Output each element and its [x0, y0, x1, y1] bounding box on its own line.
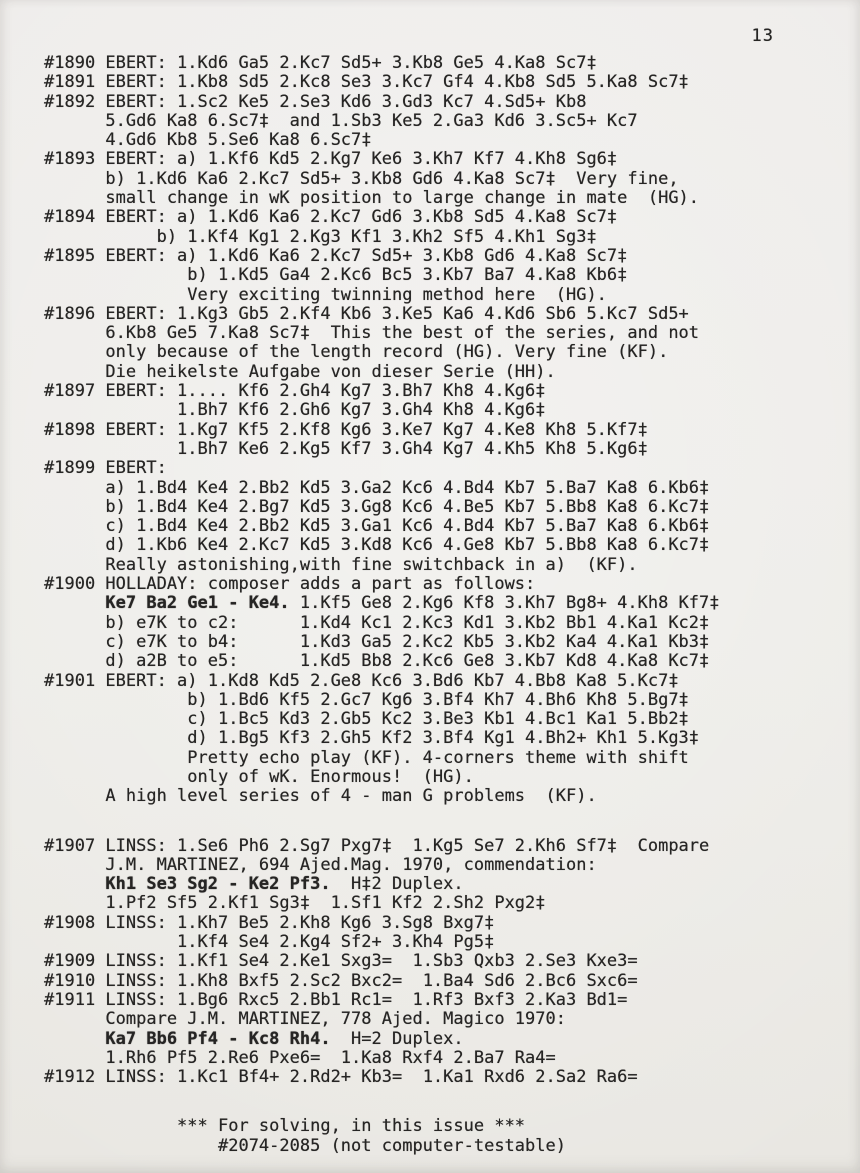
text-line	[44, 536, 850, 555]
text-segment: H=2 Duplex.	[330, 1028, 464, 1049]
text-line	[44, 837, 850, 856]
text-line	[44, 952, 850, 971]
text-segment: Really astonishing,with fine switchback in a) (KF).	[105, 554, 638, 575]
text-segment: Pretty echo play (KF). 4-corners theme with shift	[187, 747, 689, 768]
text-line	[44, 170, 850, 189]
text-line	[44, 652, 850, 671]
text-line	[44, 343, 850, 362]
page-number: 13	[751, 26, 774, 46]
text-segment: #1891 EBERT: 1.Kb8 Sd5 2.Kc8 Se3 3.Kc7 Gf4 4.Kb8 Sd5 5.Ka8 Sc7‡	[44, 72, 689, 93]
text-line	[44, 479, 850, 498]
text-segment: 1.Rh6 Pf5 2.Re6 Pxe6= 1.Ka8 Rxf4 2.Ba7 Ra4=	[105, 1047, 556, 1068]
text-line	[44, 991, 850, 1010]
text-segment: #1895 EBERT: a) 1.Kd6 Ka6 2.Kc7 Sd5+ 3.Kb8 Gd6 4.Ka8 Sc7‡	[44, 245, 628, 266]
text-segment: 6.Kb8 Ge5 7.Ka8 Sc7‡ This the best of the series, and not	[105, 323, 700, 344]
text-line	[44, 324, 850, 343]
text-segment: #1911 LINSS: 1.Bg6 Rxc5 2.Bb1 Rc1= 1.Rf3 Bxf3 2.Ka3 Bd1=	[44, 989, 628, 1010]
text-segment: c) e7K to b4: 1.Kd3 Ga5 2.Kc2 Kb5 3.Kb2 Ka4 4.Ka1 Kb3‡	[105, 631, 710, 652]
text-segment: #1894 EBERT: a) 1.Kd6 Ka6 2.Kc7 Gd6 3.Kb8 Sd5 4.Ka8 Sc7‡	[44, 207, 618, 228]
text-segment: d) a2B to e5: 1.Kd5 Bb8 2.Kc6 Ge8 3.Kb7 Kd8 4.Ka8 Kc7‡	[105, 651, 710, 672]
text-line	[44, 633, 850, 652]
text-segment: #1896 EBERT: 1.Kg3 Gb5 2.Kf4 Kb6 3.Ke5 Ka6 4.Kd6 Sb6 5.Kc7 Sd5+	[44, 303, 689, 324]
text-segment: #1909 LINSS: 1.Kf1 Se4 2.Ke1 Sxg3= 1.Sb3 Qxb3 2.Se3 Kxe3=	[44, 951, 638, 972]
text-segment: #1892 EBERT: 1.Sc2 Ke5 2.Se3 Kd6 3.Gd3 Kc7 4.Sd5+ Kb8	[44, 91, 587, 112]
text-line	[44, 73, 850, 92]
text-line	[44, 286, 850, 305]
text-segment: Compare J.M. MARTINEZ, 778 Ajed. Magico 1970:	[105, 1009, 566, 1030]
text-line	[44, 1030, 850, 1049]
text-segment: #1912 LINSS: 1.Kc1 Bf4+ 2.Rd2+ Kb3= 1.Ka1 Rxd6 2.Sa2 Ra6=	[44, 1067, 638, 1088]
text-segment: #1890 EBERT: 1.Kd6 Ga5 2.Kc7 Sd5+ 3.Kb8 Ge5 4.Ka8 Sc7‡	[44, 53, 597, 73]
text-segment: Very exciting twinning method here (HG).	[187, 284, 607, 305]
text-line	[44, 150, 850, 169]
text-segment: 1.Bh7 Kf6 2.Gh6 Kg7 3.Gh4 Kh8 4.Kg6‡	[177, 400, 546, 421]
document-lines	[44, 54, 850, 1156]
text-segment: 5.Gd6 Ka8 6.Sc7‡ and 1.Sb3 Ke5 2.Ga3 Kd6 3.Sc5+ Kc7	[105, 110, 638, 131]
text-line	[44, 749, 850, 768]
text-line	[44, 972, 850, 991]
text-segment: J.M. MARTINEZ, 694 Ajed.Mag. 1970, commendation:	[105, 854, 597, 875]
text-segment: #1900 HOLLADAY: composer adds a part as follows:	[44, 574, 536, 595]
text-segment: b) 1.Bd4 Ke4 2.Bg7 Kd5 3.Gg8 Kc6 4.Be5 Kb7 5.Bb8 Ka8 6.Kc7‡	[105, 496, 710, 517]
text-line	[44, 131, 850, 150]
text-line	[44, 875, 850, 894]
text-segment: #1907 LINSS: 1.Se6 Ph6 2.Sg7 Pxg7‡ 1.Kg5 Se7 2.Kh6 Sf7‡ Compare	[44, 835, 710, 856]
text-line	[44, 401, 850, 420]
text-segment: #1908 LINSS: 1.Kh7 Be5 2.Kh8 Kg6 3.Sg8 Bxg7‡	[44, 912, 495, 933]
text-segment: b) e7K to c2: 1.Kd4 Kc1 2.Kc3 Kd1 3.Kb2 Bb1 4.Ka1 Kc2‡	[105, 612, 710, 633]
text-line	[44, 189, 850, 208]
text-line	[44, 1117, 850, 1136]
text-segment: A high level series of 4 - man G problems (KF).	[105, 786, 597, 807]
text-segment: #2074-2085 (not computer-testable)	[217, 1135, 566, 1156]
text-line	[44, 594, 850, 613]
text-line	[44, 363, 850, 382]
text-segment: #1910 LINSS: 1.Kh8 Bxf5 2.Sc2 Bxc2= 1.Ba4 Sd6 2.Bc6 Sxc6=	[44, 970, 638, 991]
text-line	[44, 382, 850, 401]
text-line	[44, 1049, 850, 1068]
text-segment: b) 1.Kf4 Kg1 2.Kg3 Kf1 3.Kh2 Sf5 4.Kh1 Sg3‡	[156, 226, 597, 247]
position-spec-text: Ke7 Ba2 Ge1 - Ke4.	[105, 593, 290, 614]
text-segment: d) 1.Kb6 Ke4 2.Kc7 Kd5 3.Kd8 Kc6 4.Ge8 Kb7 5.Bb8 Ka8 6.Kc7‡	[105, 535, 710, 556]
text-line	[44, 208, 850, 227]
text-line	[44, 729, 850, 748]
position-spec-text: Ka7 Bb6 Pf4 - Kc8 Rh4.	[105, 1028, 331, 1049]
blank-line	[44, 807, 850, 837]
text-line	[44, 914, 850, 933]
text-line	[44, 247, 850, 266]
text-segment: #1893 EBERT: a) 1.Kf6 Kd5 2.Kg7 Ke6 3.Kh7 Kf7 4.Kh8 Sg6‡	[44, 149, 618, 170]
text-line	[44, 1137, 850, 1156]
text-line	[44, 266, 850, 285]
text-segment: c) 1.Bd4 Ke4 2.Bb2 Kd5 3.Ga1 Kc6 4.Bd4 Kb7 5.Ba7 Ka8 6.Kb6‡	[105, 516, 710, 537]
text-segment: #1898 EBERT: 1.Kg7 Kf5 2.Kf8 Kg6 3.Ke7 Kg7 4.Ke8 Kh8 5.Kf7‡	[44, 419, 648, 440]
text-line	[44, 112, 850, 131]
text-line	[44, 787, 850, 806]
text-line	[44, 691, 850, 710]
text-line	[44, 517, 850, 536]
text-segment: 1.Pf2 Sf5 2.Kf1 Sg3‡ 1.Sf1 Kf2 2.Sh2 Pxg2‡	[105, 893, 546, 914]
text-segment: 1.Bh7 Ke6 2.Kg5 Kf7 3.Gh4 Kg7 4.Kh5 Kh8 5.Kg6‡	[177, 438, 648, 459]
text-segment: b) 1.Kd5 Ga4 2.Kc6 Bc5 3.Kb7 Ba7 4.Ka8 Kb6‡	[187, 265, 628, 286]
text-segment: #1897 EBERT: 1.... Kf6 2.Gh4 Kg7 3.Bh7 Kh8 4.Kg6‡	[44, 381, 546, 402]
text-segment: b) 1.Bd6 Kf5 2.Gc7 Kg6 3.Bf4 Kh7 4.Bh6 Kh8 5.Bg7‡	[187, 689, 689, 710]
text-segment: small change in wK position to large change in mate (HG).	[105, 188, 700, 209]
blank-line	[44, 1087, 850, 1117]
text-line	[44, 856, 850, 875]
text-segment: 1.Kf5 Ge8 2.Kg6 Kf8 3.Kh7 Bg8+ 4.Kh8 Kf7‡	[289, 593, 720, 614]
text-segment: only of wK. Enormous! (HG).	[187, 766, 474, 787]
text-segment: #1901 EBERT: a) 1.Kd8 Kd5 2.Ge8 Kc6 3.Bd6 Kb7 4.Bb8 Ka8 5.Kc7‡	[44, 670, 679, 691]
text-segment: b) 1.Kd6 Ka6 2.Kc7 Sd5+ 3.Kb8 Gd6 4.Ka8 Sc7‡ Very fine,	[105, 168, 679, 189]
position-spec-text: Kh1 Se3 Sg2 - Ke2 Pf3.	[105, 874, 331, 895]
text-segment: #1899 EBERT:	[44, 458, 167, 479]
text-line	[44, 440, 850, 459]
text-line	[44, 933, 850, 952]
text-line	[44, 1010, 850, 1029]
text-line	[44, 894, 850, 913]
text-line	[44, 93, 850, 112]
text-line	[44, 54, 850, 73]
text-line	[44, 768, 850, 787]
text-segment: a) 1.Bd4 Ke4 2.Bb2 Kd5 3.Ga2 Kc6 4.Bd4 Kb7 5.Ba7 Ka8 6.Kb6‡	[105, 477, 710, 498]
text-line	[44, 498, 850, 517]
text-line	[44, 305, 850, 324]
text-line	[44, 614, 850, 633]
text-line	[44, 1068, 850, 1087]
text-line	[44, 459, 850, 478]
text-segment: d) 1.Bg5 Kf3 2.Gh5 Kf2 3.Bf4 Kg1 4.Bh2+ Kh1 5.Kg3‡	[187, 728, 700, 749]
text-line	[44, 228, 850, 247]
text-segment: 1.Kf4 Se4 2.Kg4 Sf2+ 3.Kh4 Pg5‡	[177, 932, 495, 953]
text-segment: *** For solving, in this issue ***	[177, 1116, 526, 1137]
text-line	[44, 421, 850, 440]
text-segment: c) 1.Bc5 Kd3 2.Gb5 Kc2 3.Be3 Kb1 4.Bc1 Ka1 5.Bb2‡	[187, 709, 689, 730]
text-line	[44, 575, 850, 594]
text-line	[44, 556, 850, 575]
text-line	[44, 710, 850, 729]
text-line	[44, 672, 850, 691]
text-segment: only because of the length record (HG). Very fine (KF).	[105, 342, 669, 363]
text-segment: Die heikelste Aufgabe von dieser Serie (HH).	[105, 361, 556, 382]
text-segment: H‡2 Duplex.	[330, 874, 464, 895]
text-segment: 4.Gd6 Kb8 5.Se6 Ka8 6.Sc7‡	[105, 130, 372, 151]
